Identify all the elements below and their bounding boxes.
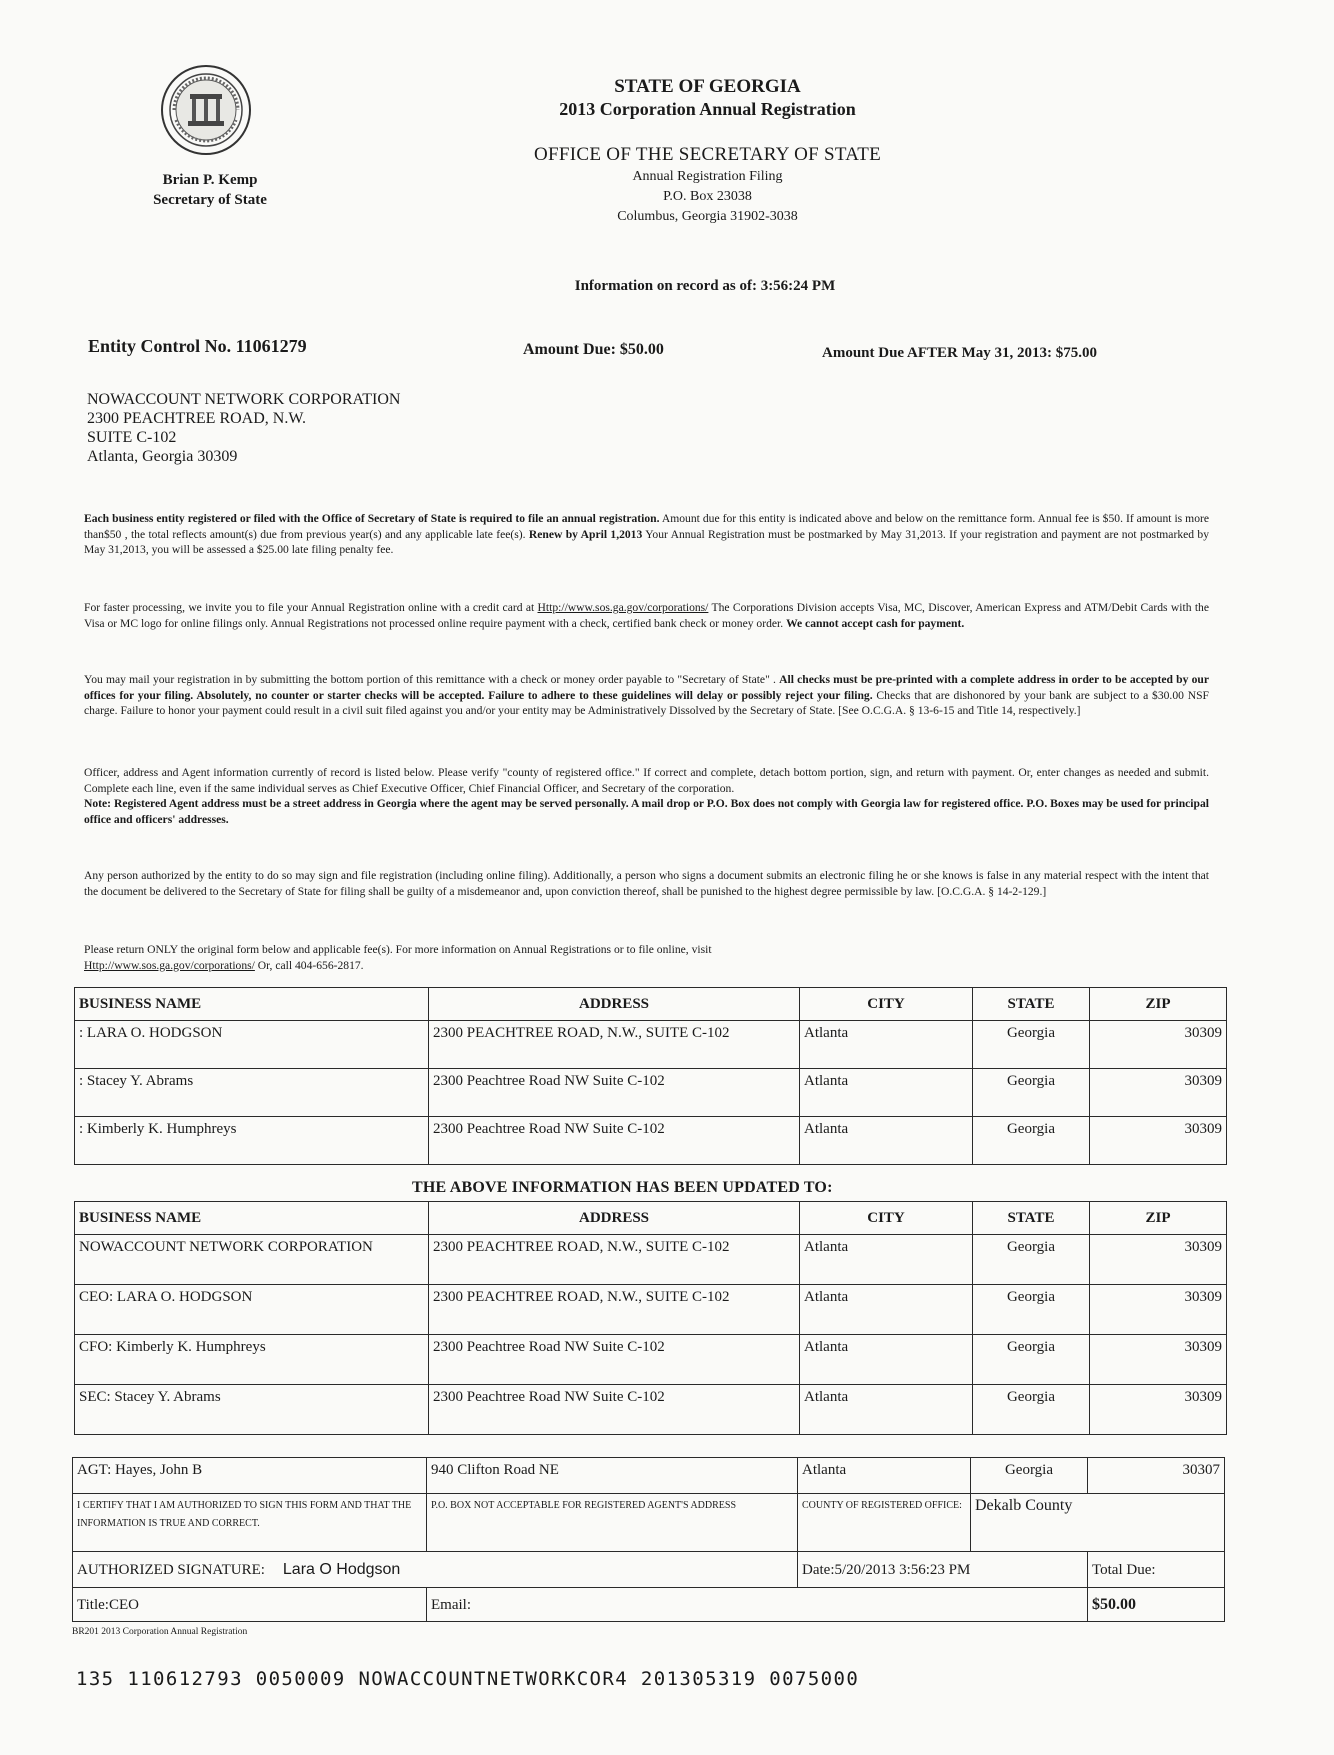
email-input[interactable]: Email:	[427, 1588, 1088, 1622]
county-label: COUNTY OF REGISTERED OFFICE:	[798, 1494, 971, 1552]
p1-bold-renew: Renew by April 1,2013	[528, 527, 643, 541]
p4-bold-note: Note: Registered Agent address must be a street address in Georgia where the agent may be served personally. A mail drop or P.O. Box does not comply with Georgia law for registered office. P.O. Boxes may be used for principal office and officers' addresses.	[84, 797, 1209, 826]
entity-name: NOWACCOUNT NETWORK CORPORATION	[87, 391, 401, 408]
table-row	[75, 1235, 1227, 1285]
agent-city-input[interactable]: Atlanta	[798, 1458, 971, 1494]
entity-address-line-2: SUITE C-102	[87, 429, 177, 446]
p1-text: Amount due for this entity is indicated above and below on the remittance form. Annual fee is $50. If amount is more than$50 , the total reflects amount(s) due from previous year(s) and any applicable late fee(s).	[84, 512, 1210, 541]
state-title: STATE OF GEORGIA	[614, 76, 801, 97]
p2-bold: We cannot accept cash for payment.	[786, 616, 965, 630]
row-zip-input[interactable]: 30309	[1090, 1385, 1227, 1435]
table-row	[75, 1335, 1227, 1385]
office-title: OFFICE OF THE SECRETARY OF STATE	[533, 144, 882, 165]
agent-address-input[interactable]: 940 Clifton Road NE	[427, 1458, 798, 1494]
p3-text-2: Checks that are dishonored by your bank are subject to a $30.00 NSF charge. Failure to honor your payment could result in a civil suit filed against you and/or your entity may be Administratively Dissolved by the Secretary of State. [See O.C.G.A. § 13-6-15 and Title 14, respectively.]	[84, 688, 1209, 717]
col-header-address: ADDRESS	[429, 1202, 800, 1235]
p5-text: Any person authorized by the entity to do so may sign and file registration (including online filing). Additionally, a person who signs a document submits an electronic filing he or she knows is false in any material respect with the intent that the document be delivered to the Secretary of State for filing shall be guilty of a misdemeanor and, upon conviction thereof, shall be punished to the highest degree permissible by law. [O.C.G.A. § 14-2-129.]	[84, 869, 1209, 898]
row-state-input[interactable]: Georgia	[973, 1335, 1090, 1385]
county-input[interactable]: Dekalb County	[971, 1494, 1225, 1552]
date-field: Date:5/20/2013 3:56:23 PM	[798, 1552, 1088, 1588]
row-state-input[interactable]: Georgia	[973, 1285, 1090, 1335]
instructions-paragraph-4	[84, 765, 1209, 827]
row-address-input[interactable]: 2300 PEACHTREE ROAD, N.W., SUITE C-102	[429, 1235, 800, 1285]
col-header-city: CITY	[800, 1202, 973, 1235]
row-zip: 30309	[1090, 1069, 1227, 1117]
instructions-paragraph-2	[84, 600, 1209, 631]
row-city: Atlanta	[800, 1117, 973, 1165]
georgia-state-seal-icon	[160, 64, 252, 156]
instructions-paragraph-3	[84, 672, 1209, 719]
office-line-2: P.O. Box 23038	[663, 189, 752, 204]
signature-value: Lara O Hodgson	[282, 1560, 401, 1578]
entity-address-line-1: 2300 PEACHTREE ROAD, N.W.	[87, 410, 306, 427]
entity-address-block	[87, 390, 400, 466]
row-city-input[interactable]: Atlanta	[800, 1235, 973, 1285]
online-filing-link[interactable]: Http://www.sos.ga.gov/corporations/	[537, 601, 709, 614]
col-header-state: STATE	[973, 1202, 1090, 1235]
p4-text: Officer, address and Agent information currently of record is listed below. Please verify "county of registered office." If correct and complete, detach bottom portion, sign, and return with payment. Or, enter changes as needed and submit. Complete each line, even if the same individual serves as Chief Executive Officer, Chief Financial Officer, and Secretary of the corporation.	[84, 766, 1209, 795]
row-name-input[interactable]: CEO: LARA O. HODGSON	[75, 1285, 429, 1335]
p3-bold: All checks must be pre-printed with a complete address in order to be accepted by our offices for your filing. Absolutely, no counter or starter checks will be accepted. Failure to adhere to these guidelines will delay or possibly reject your filing.	[84, 673, 1209, 702]
table-row	[75, 1117, 1227, 1165]
table-row	[75, 1069, 1227, 1117]
row-state: Georgia	[973, 1117, 1090, 1165]
p3-text: You may mail your registration in by submitting the bottom portion of this remittance with a check or money order payable to "Secretary of State" .	[84, 673, 780, 686]
document-header	[450, 76, 965, 227]
signature-field[interactable]	[73, 1552, 798, 1588]
row-zip-input[interactable]: 30309	[1090, 1335, 1227, 1385]
row-state: Georgia	[973, 1021, 1090, 1069]
row-name-input[interactable]: NOWACCOUNT NETWORK CORPORATION	[75, 1235, 429, 1285]
agent-name-input[interactable]: AGT: Hayes, John B	[73, 1458, 427, 1494]
entity-address-line-3: Atlanta, Georgia 30309	[87, 448, 238, 465]
entity-control-number: Entity Control No. 11061279	[88, 336, 307, 356]
p1-text-2: Your Annual Registration must be postmarked by May 31,2013. If your registration and payment are not postmarked by May 31,2013, you will be assessed a $25.00 late filing penalty fee.	[84, 527, 1209, 556]
table-row	[75, 1021, 1227, 1069]
ocr-scanline: 135 110612793 0050009 NOWACCOUNTNETWORKCOR4 201305319 0075000	[76, 1668, 860, 1690]
row-zip-input[interactable]: 30309	[1090, 1285, 1227, 1335]
row-zip-input[interactable]: 30309	[1090, 1235, 1227, 1285]
agent-zip-input[interactable]: 30307	[1088, 1458, 1225, 1494]
updated-officers-table	[74, 1201, 1227, 1435]
title-row	[73, 1588, 1225, 1622]
row-address: 2300 Peachtree Road NW Suite C-102	[429, 1117, 800, 1165]
po-box-note: P.O. BOX NOT ACCEPTABLE FOR REGISTERED AGENT'S ADDRESS	[427, 1494, 798, 1552]
p2-text-2: The Corporations Division accepts Visa, MC, Discover, American Express and ATM/Debit Cards with the Visa or MC logo for online filings only. Annual Registrations not processed online require payment with a check, certified bank check or money order.	[84, 601, 1209, 630]
official-name: Brian P. Kemp	[162, 172, 258, 188]
row-name-input[interactable]: SEC: Stacey Y. Abrams	[75, 1385, 429, 1435]
form-number: BR201 2013 Corporation Annual Registration	[72, 1627, 248, 1637]
col-header-zip: ZIP	[1090, 1202, 1227, 1235]
col-header-state: STATE	[973, 988, 1090, 1021]
col-header-address: ADDRESS	[429, 988, 800, 1021]
col-header-business-name: BUSINESS NAME	[75, 988, 429, 1021]
row-address-input[interactable]: 2300 Peachtree Road NW Suite C-102	[429, 1335, 800, 1385]
row-state: Georgia	[973, 1069, 1090, 1117]
certify-row	[73, 1494, 1225, 1552]
office-line-1: Annual Registration Filing	[632, 169, 783, 184]
total-due-value: $50.00	[1088, 1588, 1225, 1622]
col-header-zip: ZIP	[1090, 988, 1227, 1021]
row-name: : Kimberly K. Humphreys	[75, 1117, 429, 1165]
table-header-row	[75, 988, 1227, 1021]
row-address: 2300 Peachtree Road NW Suite C-102	[429, 1069, 800, 1117]
agent-state-input[interactable]: Georgia	[971, 1458, 1088, 1494]
agent-row	[73, 1458, 1225, 1494]
current-officers-table	[74, 987, 1227, 1165]
certify-statement: I CERTIFY THAT I AM AUTHORIZED TO SIGN THIS FORM AND THAT THE INFORMATION IS TRUE AND CORRECT.	[73, 1494, 427, 1552]
table-header-row	[75, 1202, 1227, 1235]
row-state-input[interactable]: Georgia	[973, 1385, 1090, 1435]
instructions-paragraph-6	[84, 942, 1209, 973]
row-address-input[interactable]: 2300 PEACHTREE ROAD, N.W., SUITE C-102	[429, 1285, 800, 1335]
row-address-input[interactable]: 2300 Peachtree Road NW Suite C-102	[429, 1385, 800, 1435]
p2-text: For faster processing, we invite you to file your Annual Registration online with a credit card at	[84, 601, 538, 614]
office-line-3: Columbus, Georgia 31902-3038	[617, 209, 798, 224]
row-name-input[interactable]: CFO: Kimberly K. Humphreys	[75, 1335, 429, 1385]
title-input[interactable]: Title:CEO	[73, 1588, 427, 1622]
total-due-label: Total Due:	[1088, 1552, 1225, 1588]
p6-text: Please return ONLY the original form below and applicable fee(s). For more information on Annual Registrations or to file online, visit	[84, 943, 712, 956]
row-name: : LARA O. HODGSON	[75, 1021, 429, 1069]
record-timestamp: Information on record as of: 3:56:24 PM	[574, 278, 836, 294]
form-title: 2013 Corporation Annual Registration	[559, 99, 856, 119]
row-address: 2300 PEACHTREE ROAD, N.W., SUITE C-102	[429, 1021, 800, 1069]
row-city: Atlanta	[800, 1069, 973, 1117]
col-header-business-name: BUSINESS NAME	[75, 1202, 429, 1235]
amount-due: Amount Due: $50.00	[523, 341, 664, 358]
amount-due-after: Amount Due AFTER May 31, 2013: $75.00	[822, 345, 1098, 361]
row-state-input[interactable]: Georgia	[973, 1235, 1090, 1285]
col-header-city: CITY	[800, 988, 973, 1021]
instructions-paragraph-1	[84, 511, 1209, 558]
instructions-paragraph-5	[84, 868, 1209, 899]
signature-row	[73, 1552, 1225, 1588]
p1-bold: Each business entity registered or filed with the Office of Secretary of State is required to file an annual registration.	[84, 512, 660, 525]
row-zip: 30309	[1090, 1117, 1227, 1165]
row-zip: 30309	[1090, 1021, 1227, 1069]
updated-section-title: THE ABOVE INFORMATION HAS BEEN UPDATED TO:	[412, 1179, 833, 1196]
row-city-input[interactable]: Atlanta	[800, 1285, 973, 1335]
p6-text-2: Or, call 404-656-2817.	[254, 958, 364, 972]
table-row	[75, 1285, 1227, 1335]
row-city-input[interactable]: Atlanta	[800, 1335, 973, 1385]
official-title: Secretary of State	[153, 192, 267, 208]
secretary-block	[120, 170, 300, 210]
agent-signature-table	[72, 1457, 1225, 1622]
row-name: : Stacey Y. Abrams	[75, 1069, 429, 1117]
row-city: Atlanta	[800, 1021, 973, 1069]
table-row	[75, 1385, 1227, 1435]
row-city-input[interactable]: Atlanta	[800, 1385, 973, 1435]
corporations-link[interactable]: Http://www.sos.ga.gov/corporations/	[84, 958, 255, 972]
signature-label: AUTHORIZED SIGNATURE:	[77, 1561, 265, 1578]
